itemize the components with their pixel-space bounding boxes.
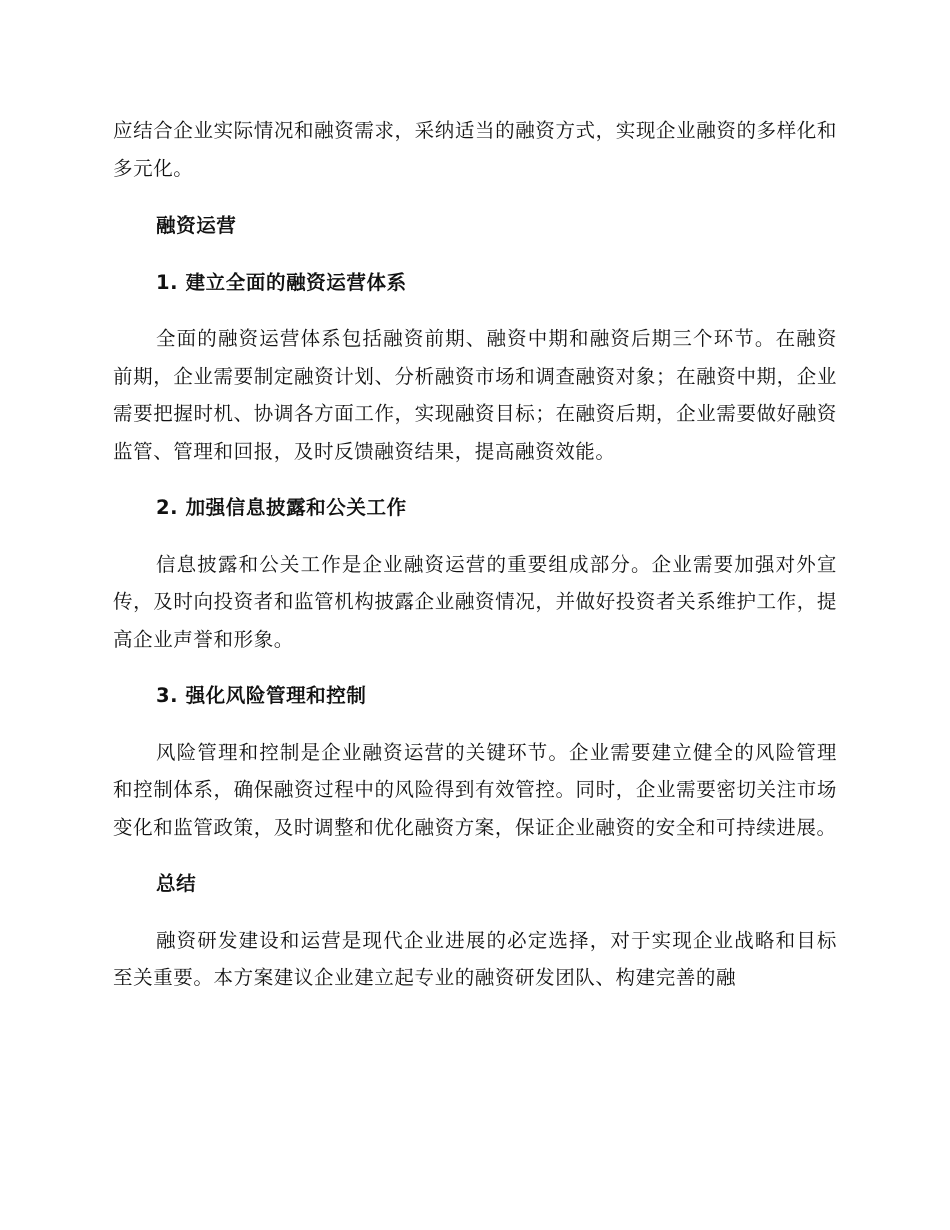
paragraph-risk-management: 风险管理和控制是企业融资运营的关键环节。企业需要建立健全的风险管理和控制体系，确保融资过程中的风险得到有效管控。同时，企业需要密切关注市场变化和监管政策，及时调整和优化融资方案，保证企业融资的安全和可持续进展。: [113, 740, 837, 839]
subheading-2: 2. 加强信息披露和公关工作: [156, 496, 407, 519]
subheading-3: 3. 强化风险管理和控制: [156, 684, 367, 707]
section-heading-summary: 总结: [156, 872, 197, 895]
paragraph-disclosure: 信息披露和公关工作是企业融资运营的重要组成部分。企业需要加强对外宣传，及时向投资者和监管机构披露企业融资情况，并做好投资者关系维护工作，提高企业声誉和形象。: [113, 552, 837, 651]
paragraph-summary: 融资研发建设和运营是现代企业进展的必定选择，对于实现企业战略和目标至关重要。本方案建议企业建立起专业的融资研发团队、构建完善的融: [113, 928, 837, 989]
subheading-1: 1. 建立全面的融资运营体系: [156, 270, 407, 294]
document-body: [113, 112, 837, 997]
paragraph-operation-system: 全面的融资运营体系包括融资前期、融资中期和融资后期三个环节。在融资前期，企业需要制定融资计划、分析融资市场和调查融资对象；在融资中期，企业需要把握时机、协调各方面工作，实现融资目标；在融资后期，企业需要做好融资监管、管理和回报，及时反馈融资结果，提高融资效能。: [113, 327, 837, 463]
section-heading-financing-operation: 融资运营: [156, 214, 237, 237]
paragraph-continuation: 应结合企业实际情况和融资需求，采纳适当的融资方式，实现企业融资的多样化和多元化。: [113, 119, 837, 180]
